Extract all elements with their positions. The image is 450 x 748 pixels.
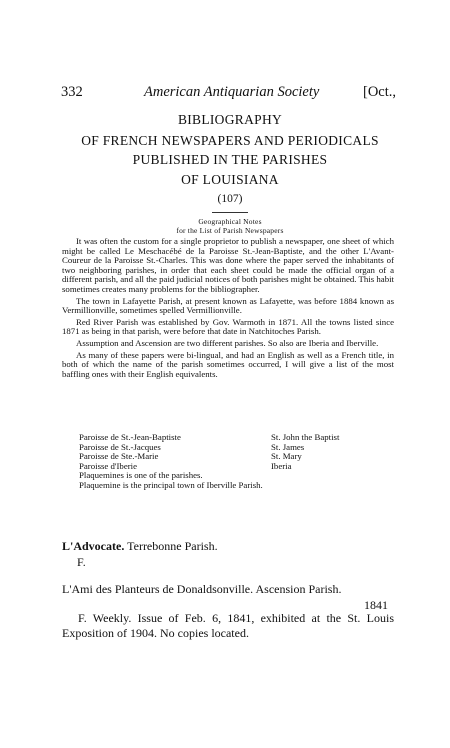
entry-heading bbox=[62, 539, 218, 554]
journal-name: American Antiquarian Society bbox=[144, 84, 320, 100]
part-number: (107) bbox=[217, 193, 243, 205]
notes-heading-line-1: Geographical Notes bbox=[198, 217, 262, 226]
entry-language-flag: F. bbox=[77, 555, 86, 569]
english-parish-name: St. James bbox=[271, 441, 305, 452]
notes-heading-line-2: for the List of Parish Newspapers bbox=[176, 226, 284, 235]
entry-title: L'Advocate. bbox=[62, 539, 125, 553]
note-paragraph: Assumption and Ascension are two different parishes. So also are Iberia and Iberville. bbox=[76, 337, 379, 348]
parish-equivalents-list bbox=[79, 433, 379, 491]
entry-body-text: F. Weekly. Issue of Feb. 6, 1841, exhibited at the St. Louis Exposition of 1904. No copies located. bbox=[62, 611, 394, 640]
entry-title: L'Ami des Planteurs de Donaldsonville. bbox=[62, 582, 254, 596]
section-divider bbox=[212, 212, 248, 213]
french-parish-name: Paroisse de Ste.-Marie bbox=[79, 451, 159, 462]
entry-parish: Terrebonne Parish. bbox=[127, 539, 218, 553]
entry-heading bbox=[62, 582, 341, 597]
page-number: 332 bbox=[61, 84, 83, 100]
article-title-line-1: BIBLIOGRAPHY bbox=[177, 112, 283, 127]
french-parish-name: Paroisse d'Iberie bbox=[79, 460, 138, 471]
entry-parish: Ascension Parish. bbox=[255, 582, 342, 596]
note-paragraph: As many of these papers were bi-lingual, and had an English as well as a French title, in both of which the name of the parish sometimes occurred, I will give a list of the most baffling ones with their English equivalents. bbox=[62, 349, 394, 379]
article-title-line-4: OF LOUISIANA bbox=[181, 172, 279, 187]
note-paragraph: It was often the custom for a single proprietor to publish a newspaper, one sheet of which might be called Le Meschacébé de la Paroisse St.-Jean-Baptiste, and the other L'Avant-Coureur de la Paroisse St.-Charles. This was done where the paper served the inhabitants of two neighboring parishes, in order that each sheet could be made the official organ of a different parish, and all the paid judicial notices of both parishes might be obtained. This habit sometimes creates many problems for the bibliographer. bbox=[62, 236, 394, 294]
parish-note: Plaquemine is the principal town of Iberville Parish. bbox=[79, 479, 263, 490]
entry-description bbox=[62, 611, 394, 641]
article-title-line-2: OF FRENCH NEWSPAPERS AND PERIODICALS bbox=[81, 133, 379, 148]
french-parish-name: Paroisse de St.-Jean-Baptiste bbox=[79, 432, 181, 442]
note-paragraph: Red River Parish was established by Gov. Warmoth in 1871. All the towns listed since 1871 as being in that parish, were before that date in Natchitoches Parish. bbox=[62, 316, 394, 337]
english-parish-name: Iberia bbox=[271, 460, 292, 471]
english-parish-name: St. Mary bbox=[271, 451, 302, 462]
parish-row bbox=[79, 462, 379, 472]
parish-note: Plaquemines is one of the parishes. bbox=[79, 470, 203, 481]
issue-month: [Oct., bbox=[362, 84, 396, 100]
geographical-notes bbox=[62, 237, 394, 381]
note-paragraph: The town in Lafayette Parish, at present known as Lafayette, was before 1884 known as Vermillionville, sometimes spelled Vermillionville. bbox=[62, 295, 394, 316]
article-title-line-3: PUBLISHED IN THE PARISHES bbox=[132, 152, 328, 167]
entry-year: 1841 bbox=[364, 598, 388, 612]
english-parish-name: St. John the Baptist bbox=[271, 432, 340, 442]
french-parish-name: Paroisse de St.-Jacques bbox=[79, 441, 161, 452]
